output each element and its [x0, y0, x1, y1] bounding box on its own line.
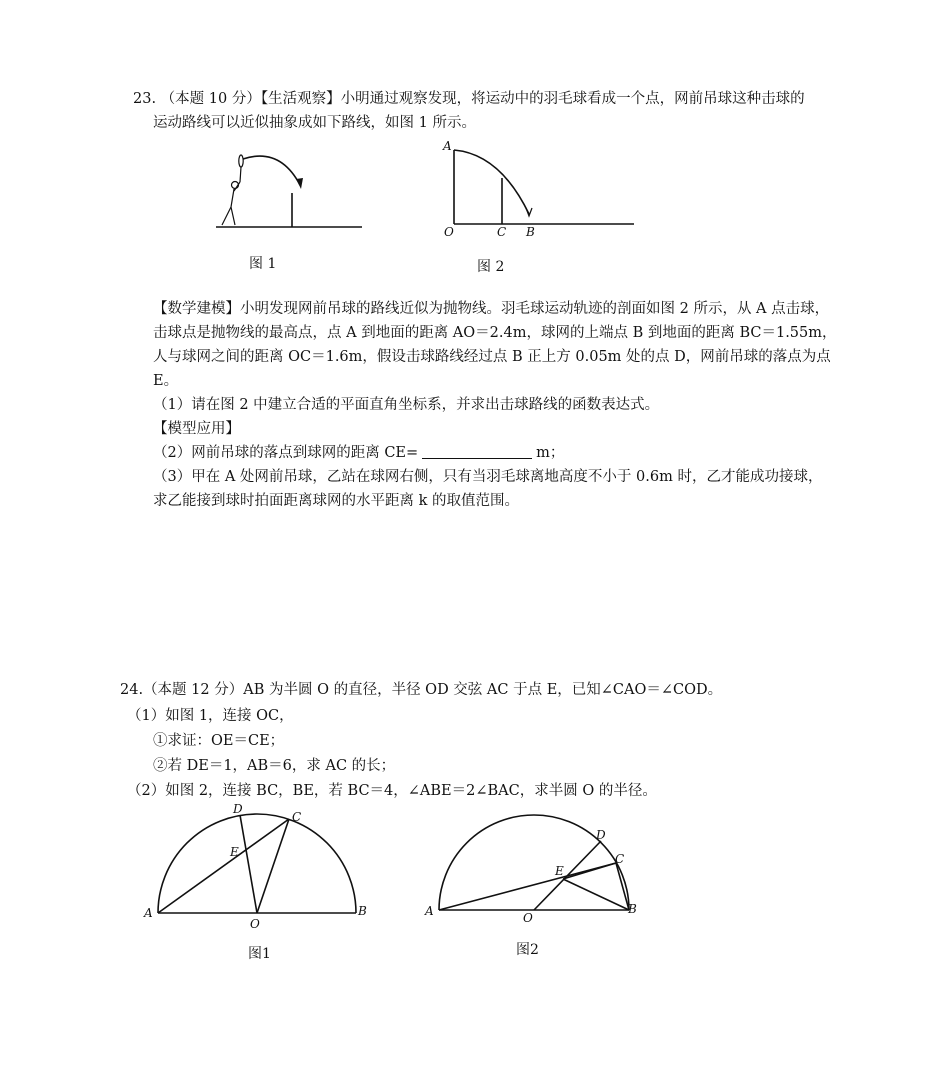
- chord-AC: [158, 819, 289, 913]
- q23-part2-text: （2）网前吊球的落点到球网的距离 CE=: [153, 445, 419, 461]
- label-C: C: [292, 810, 302, 824]
- label-B: B: [628, 902, 637, 916]
- q24-p1a: ①求证：OE＝CE；: [153, 733, 285, 749]
- parabola-path: [454, 150, 529, 214]
- q23-line1: 23. （本题 10 分）【生活观察】小明通过观察发现，将运动中的羽毛球看成一个点，网前吊球这种击球的: [133, 91, 805, 107]
- q24-p1: （1）如图 1，连接 OC，: [127, 708, 294, 724]
- racket-head: [239, 155, 243, 167]
- q23-model-line2: 击球点是抛物线的最高点，点 A 到地面的距离 AO＝2.4m，球网的上端点 B 到地面的距离 BC＝1.55m，: [153, 325, 837, 341]
- q23-part3-line1: （3）甲在 A 处网前吊球，乙站在球网右侧，只有当羽毛球离地高度不小于 0.6m 时，乙才能成功接球，: [153, 469, 823, 485]
- q24-figure1: [140, 795, 370, 930]
- q23-fig1-caption: 图 1: [249, 256, 277, 272]
- label-B: B: [526, 225, 535, 239]
- player-body: [231, 189, 234, 207]
- q23-app-title: 【模型应用】: [153, 421, 240, 437]
- label-A: A: [144, 906, 153, 920]
- label-D: D: [233, 802, 243, 816]
- q23-part2: [153, 443, 564, 463]
- radius-OD: [534, 841, 601, 910]
- label-B: B: [358, 904, 367, 918]
- q24-fig1-caption: 图1: [248, 946, 271, 962]
- label-O: O: [444, 225, 454, 239]
- q23-fig2-caption: 图 2: [477, 259, 505, 275]
- racket-handle: [240, 167, 241, 182]
- segment-OC: [257, 819, 289, 913]
- player-leg-left: [222, 207, 231, 225]
- q23-part3-line2: 求乙能接到球时拍面距离球网的水平距离 k 的取值范围。: [153, 493, 520, 509]
- q24-line1: 24.（本题 12 分）AB 为半圆 O 的直径，半径 OD 交弦 AC 于点 E，已知∠CAO＝∠COD。: [120, 682, 723, 698]
- label-E: E: [230, 845, 239, 859]
- q24-p1b: ②若 DE＝1，AB＝6，求 AC 的长；: [153, 758, 396, 774]
- chord-AC: [439, 863, 616, 910]
- shuttle-mark: [526, 208, 532, 216]
- label-C: C: [615, 852, 625, 866]
- q23-part2-unit: m；: [536, 445, 565, 461]
- q23-model-line3: 人与球网之间的距离 OC＝1.6m，假设击球路线经过点 B 正上方 0.05m 处的点 D，网前吊球的落点为点: [153, 349, 831, 365]
- player-leg-right: [231, 207, 235, 225]
- semicircle-arc: [158, 814, 356, 913]
- label-D: D: [596, 828, 606, 842]
- label-O: O: [523, 911, 533, 925]
- label-E: E: [555, 864, 564, 878]
- segment-BE: [563, 879, 629, 910]
- q23-model-line4: E。: [153, 373, 179, 389]
- label-C: C: [497, 225, 507, 239]
- arrow-head: [296, 178, 303, 189]
- q23-figure1: [210, 145, 370, 240]
- trajectory-curve: [243, 156, 300, 185]
- answer-blank[interactable]: [422, 444, 532, 459]
- radius-OD: [240, 815, 257, 913]
- q24-fig2-caption: 图2: [516, 942, 539, 958]
- label-O: O: [250, 917, 260, 931]
- q23-figure2: [440, 138, 640, 243]
- q23-part1: （1）请在图 2 中建立合适的平面直角坐标系，并求出击球路线的函数表达式。: [153, 397, 660, 413]
- q23-model-line1: 【数学建模】小明发现网前吊球的路线近似为抛物线。羽毛球运动轨迹的剖面如图 2 所示，从 A 点击球，: [153, 301, 830, 317]
- q23-line2: 运动路线可以近似抽象成如下路线，如图 1 所示。: [153, 115, 476, 131]
- label-A: A: [425, 904, 434, 918]
- player-arm: [234, 182, 240, 191]
- label-A: A: [443, 139, 452, 153]
- q24-p2: （2）如图 2，连接 BC，BE，若 BC＝4，∠ABE＝2∠BAC，求半圆 O 的半径。: [127, 783, 657, 799]
- q24-figure2: [420, 805, 650, 925]
